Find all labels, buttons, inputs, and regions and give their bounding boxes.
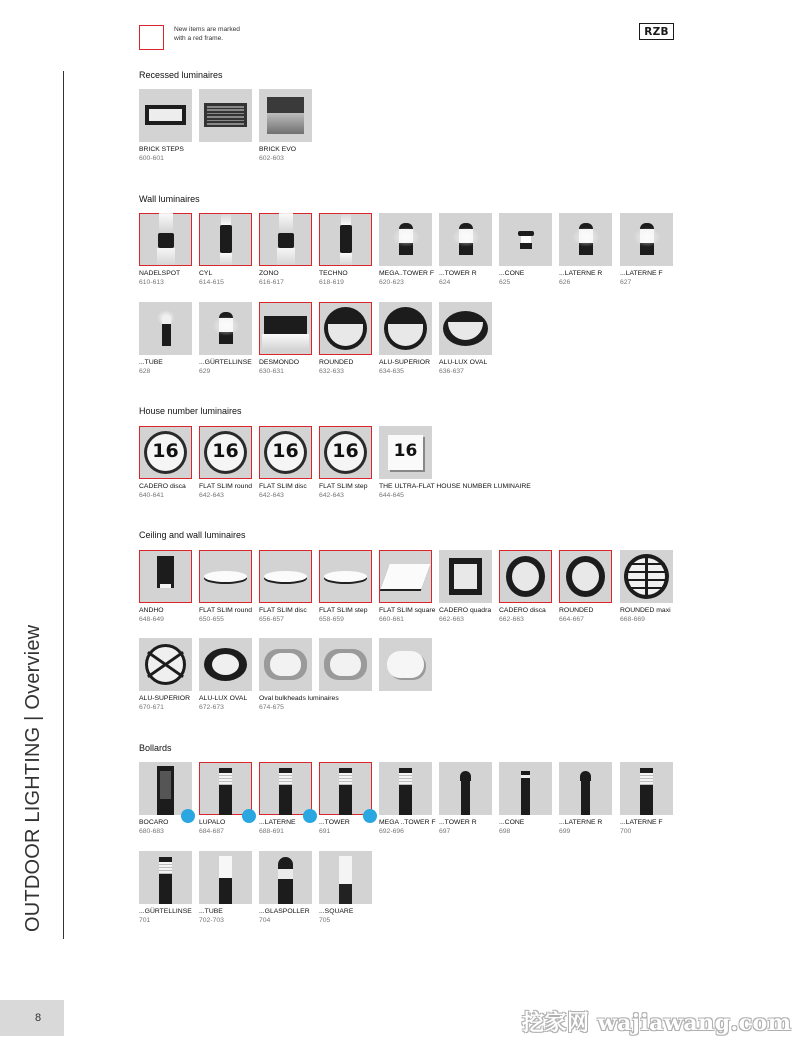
side-title: OUTDOOR LIGHTING | Overview [22,624,44,932]
product-name: ALU-LUX OVAL [199,695,248,702]
product-pages: 632-633 [319,368,344,375]
product-pages: 662-663 [499,616,524,623]
product-tile[interactable] [499,762,553,836]
product-tile[interactable] [439,302,493,376]
oval-bulkhead-icon [199,638,252,691]
body [387,651,424,678]
post [219,785,232,815]
product-tile[interactable] [559,213,613,287]
marker-dot [181,809,195,823]
product-pages: 602-603 [259,155,284,162]
product-name: ...TOWER R [439,270,477,277]
diffuser [572,562,599,591]
product-tile[interactable] [559,550,613,624]
product-tile[interactable] [199,426,253,500]
bollard-tower-icon [620,762,673,815]
product-name: ...SQUARE [319,908,354,915]
product-pages: 628 [139,368,151,375]
product-name: ...CONE [499,819,525,826]
diffuser [212,654,239,675]
wall-tube-icon [139,302,192,355]
post [339,884,352,904]
round-eyelid-icon [379,302,432,355]
product-name: CADERO quadra [439,607,492,614]
product-tile[interactable] [259,213,313,287]
product-pages: 670-671 [139,704,164,711]
product-tile[interactable] [379,426,531,500]
product-tile[interactable] [199,638,253,712]
recessed-grille-icon [139,89,192,142]
ceiling-grid-icon [620,550,673,603]
product-pages: 680-683 [139,828,164,835]
diffuser [399,773,412,785]
page-number-box [0,1000,64,1036]
product-pages: 702-703 [199,917,224,924]
product-name: ROUNDED maxi [620,607,671,614]
product-tile[interactable] [379,213,433,287]
product-tile[interactable] [259,762,313,836]
diffuser [219,773,232,785]
product-pages: 704 [259,917,271,924]
post [219,878,232,904]
product-pages: 626 [559,279,571,286]
product-name: ...TUBE [199,908,223,915]
product-pages: 660-661 [379,616,404,623]
product-tile[interactable] [139,762,193,836]
ceiling-cage-icon [139,638,192,691]
product-pages: 616-617 [259,279,284,286]
product-name: FLAT SLIM square [379,607,436,614]
dome [278,857,293,869]
product-name: Oval bulkheads luminaires [259,695,339,702]
product-pages: 662-663 [439,616,464,623]
product-tile[interactable] [439,550,493,624]
product-name: ...LATERNE R [559,270,603,277]
product-tile[interactable] [199,851,253,925]
body [158,233,174,248]
margin-rule [63,71,64,939]
beam-down [277,248,295,266]
wall-lantern-icon [439,213,492,266]
house-number-round-icon [259,426,312,479]
product-tile[interactable] [139,302,193,376]
body [520,243,532,249]
house-number-round-icon [319,426,372,479]
product-tile[interactable] [379,638,433,695]
product-name: FLAT SLIM round [199,483,253,490]
product-tile[interactable] [620,213,674,287]
diffuser [159,862,172,874]
product-tile[interactable] [319,851,373,925]
product-tile[interactable] [319,213,373,287]
ceiling-square-icon [439,550,492,603]
bollard-square-icon [319,851,372,904]
product-pages: 636-637 [439,368,464,375]
post [399,785,412,815]
oval-eyelid-icon [439,302,492,355]
diffuser [640,773,653,785]
product-tile[interactable] [199,89,253,146]
product-pages: 664-667 [559,616,584,623]
bollard-tower-icon [139,851,192,904]
wall-spot-icon [259,213,312,266]
product-name: ...TUBE [139,359,163,366]
bollard-tube-icon [199,851,252,904]
product-tile[interactable] [199,302,253,376]
glass [278,869,293,879]
product-pages: 625 [499,279,511,286]
product-tile[interactable] [319,302,373,376]
product-tile[interactable] [259,851,313,925]
product-pages: 650-655 [199,616,224,623]
product-pages: 642-643 [259,492,284,499]
product-tile[interactable] [259,426,313,500]
product-name: ROUNDED [559,607,594,614]
marker-dot [303,809,317,823]
product-name: ...GÜRTELLINSE [139,908,192,915]
product-tile[interactable] [319,762,373,836]
section-title: Bollards [139,743,172,753]
product-pages: 692-696 [379,828,404,835]
beam-up [221,213,231,225]
house-number-round-icon [199,426,252,479]
product-name: ...LATERNE [259,819,296,826]
louvre [207,123,244,125]
hood [267,97,304,113]
product-name: ROUNDED [319,359,354,366]
product-name: ...GLASPOLLER [259,908,310,915]
panel [380,564,430,589]
product-name: CYL [199,270,213,277]
post [640,785,653,815]
product-tile[interactable] [199,213,253,287]
product-tile[interactable] [139,426,193,500]
lens [160,584,171,588]
halo [452,227,480,247]
post [339,785,352,815]
post [581,781,590,815]
product-tile[interactable] [199,550,253,624]
product-tile[interactable] [139,213,193,287]
product-name: ...LATERNE F [620,270,663,277]
section-title: Wall luminaires [139,194,200,204]
beam-up [279,213,293,233]
product-name: ZONO [259,270,279,277]
product-pages: 672-673 [199,704,224,711]
product-tile[interactable] [620,550,674,624]
product-name: MEGA ..TOWER F [379,819,436,826]
product-name: ALU-SUPERIOR [139,695,190,702]
product-tile[interactable] [259,550,313,624]
lens [149,109,182,121]
bollard-dome-icon [439,762,492,815]
bollard-dome-icon [559,762,612,815]
halo [392,227,420,247]
house-number-text: 16 [393,441,418,461]
watermark: 挖家网 wajiawang.com [522,1010,792,1036]
wall-lantern-icon [620,213,673,266]
product-pages: 684-687 [199,828,224,835]
product-pages: 656-657 [259,616,284,623]
wall-lantern-icon [199,302,252,355]
product-tile[interactable] [259,638,339,712]
disc [264,571,307,582]
product-tile[interactable] [139,638,193,712]
disc [324,571,367,582]
diffuser [339,856,352,884]
product-tile[interactable] [139,550,193,624]
disc [204,571,247,582]
post [461,781,470,815]
beam [262,334,309,350]
product-tile[interactable] [259,302,313,376]
product-pages: 705 [319,917,331,924]
bollard-tower-icon [379,762,432,815]
ceiling-flat-round-icon [199,550,252,603]
product-tile[interactable] [139,851,193,925]
product-name: MEGA..TOWER F [379,270,435,277]
ceiling-downlight-icon [139,550,192,603]
product-name: ALU-SUPERIOR [379,359,430,366]
product-name: ALU-LUX OVAL [439,359,488,366]
beam-down [157,248,175,266]
product-name: FLAT SLIM disc [259,607,307,614]
body [220,225,232,253]
house-number-text: 16 [332,440,359,462]
dome [580,771,591,781]
product-pages: 674-675 [259,704,284,711]
round-eyelid-icon [319,302,372,355]
product-name: THE ULTRA-FLAT HOUSE NUMBER LUMINAIRE [379,483,531,490]
product-tile[interactable] [139,89,193,163]
marker-dot [363,809,377,823]
diffuser [279,773,292,785]
beam-up [159,213,173,233]
product-name: BRICK EVO [259,146,297,153]
product-name: FLAT SLIM disc [259,483,307,490]
wall-lantern-icon [379,213,432,266]
diffuser [162,316,171,324]
product-tile[interactable] [319,550,373,624]
bollard-tower-icon [319,762,372,815]
product-pages: 634-635 [379,368,404,375]
section-title: Ceiling and wall luminaires [139,530,246,540]
louvre [207,109,244,111]
product-name: ...TOWER R [439,819,477,826]
diffuser [512,562,539,591]
wall-cone-icon [499,213,552,266]
product-pages: 630-631 [259,368,284,375]
product-pages: 600-601 [139,155,164,162]
product-pages: 688-691 [259,828,284,835]
body [264,316,307,334]
product-name: FLAT SLIM step [319,607,368,614]
product-tile[interactable] [439,213,493,287]
ceiling-flat-round-icon [259,550,312,603]
product-name: BOCARO [139,819,169,826]
house-number-text: 16 [272,440,299,462]
product-tile[interactable] [379,550,436,624]
new-item-legend-frame [139,25,164,50]
beam-up [341,213,351,225]
product-name: ...TOWER [319,819,350,826]
diffuser [270,653,301,676]
lens [521,775,530,778]
diffuser [339,773,352,785]
post [159,874,172,904]
product-pages: 700 [620,828,632,835]
oval-bulkhead-white-icon [379,638,432,691]
louvre [207,106,244,108]
product-pages: 640-641 [139,492,164,499]
product-name: FLAT SLIM round [199,607,253,614]
product-pages: 658-659 [319,616,344,623]
ceiling-flat-square-icon [379,550,432,603]
product-pages: 618-619 [319,279,344,286]
bollard-tower-icon [259,762,312,815]
wall-cylinder-icon [199,213,252,266]
product-name: CADERO disca [139,483,186,490]
diffuser [521,236,531,243]
house-number-text: 16 [212,440,239,462]
product-pages: 691 [319,828,331,835]
product-name: FLAT SLIM step [319,483,368,490]
product-pages: 668-669 [620,616,645,623]
diffuser [454,564,477,589]
product-name: LUPALO [199,819,226,826]
louvre [207,116,244,118]
ceiling-flat-round-icon [319,550,372,603]
light [267,113,304,134]
product-pages: 614-615 [199,279,224,286]
bollard-slim-icon [499,762,552,815]
beam-down [220,253,232,266]
wall-cylinder-icon [319,213,372,266]
product-tile[interactable] [319,638,373,695]
house-number-round-icon [139,426,192,479]
grid-bar [645,556,648,597]
product-name: ...LATERNE R [559,819,603,826]
product-tile[interactable] [620,762,674,836]
ceiling-round-icon [559,550,612,603]
recessed-square-icon [259,89,312,142]
body [278,233,294,248]
product-tile[interactable] [259,89,313,163]
product-pages: 624 [439,279,451,286]
product-tile[interactable] [439,762,493,836]
ceiling-round-icon [499,550,552,603]
product-pages: 642-643 [319,492,344,499]
product-tile[interactable] [379,302,433,376]
product-pages: 644-645 [379,492,404,499]
halo [572,227,600,247]
bollard-frame-icon [139,762,192,815]
product-pages: 699 [559,828,571,835]
product-tile[interactable] [499,213,553,287]
product-name: CADERO disca [499,607,546,614]
wall-spot-icon [139,213,192,266]
product-pages: 701 [139,917,151,924]
bollard-tower-icon [199,762,252,815]
product-name: BRICK STEPS [139,146,184,153]
product-tile[interactable] [559,762,613,836]
window [160,771,171,799]
product-name: DESMONDO [259,359,300,366]
product-pages: 698 [499,828,511,835]
recessed-louvre-icon [199,89,252,142]
product-name: ANDHO [139,607,164,614]
legend-text: New items are marked with a red frame. [174,26,240,42]
oval-bulkhead-grey-icon [259,638,312,691]
house-number-square-icon [379,426,432,479]
louvre [207,113,244,115]
page-number: 8 [35,1012,42,1024]
product-name: NADELSPOT [139,270,181,277]
marker-dot [242,809,256,823]
product-pages: 610-613 [139,279,164,286]
post [278,879,293,904]
section-title: House number luminaires [139,406,242,416]
beam-down [340,253,352,266]
bollard-glass-icon [259,851,312,904]
wall-lantern-icon [559,213,612,266]
halo [633,227,661,247]
section-title: Recessed luminaires [139,70,223,80]
wall-bar-icon [259,302,312,355]
product-pages: 697 [439,828,451,835]
product-pages: 629 [199,368,211,375]
product-tile[interactable] [199,762,253,836]
body [340,225,352,253]
product-tile[interactable] [319,426,373,500]
product-tile[interactable] [499,550,553,624]
post [279,785,292,815]
diffuser [219,856,232,878]
louvre [207,120,244,122]
product-name: ...LATERNE F [620,819,663,826]
product-pages: 648-649 [139,616,164,623]
halo [212,316,240,336]
product-tile[interactable] [379,762,436,836]
oval-bulkhead-grey-icon [319,638,372,691]
product-name: ...CONE [499,270,525,277]
product-pages: 620-623 [379,279,404,286]
house-number-text: 16 [152,440,179,462]
brand-logo: RZB [639,23,674,40]
product-pages: 627 [620,279,632,286]
product-pages: 642-643 [199,492,224,499]
product-name: TECHNO [319,270,348,277]
diffuser [330,653,361,676]
product-name: ...GÜRTELLINSE [199,359,252,366]
dome [460,771,471,781]
